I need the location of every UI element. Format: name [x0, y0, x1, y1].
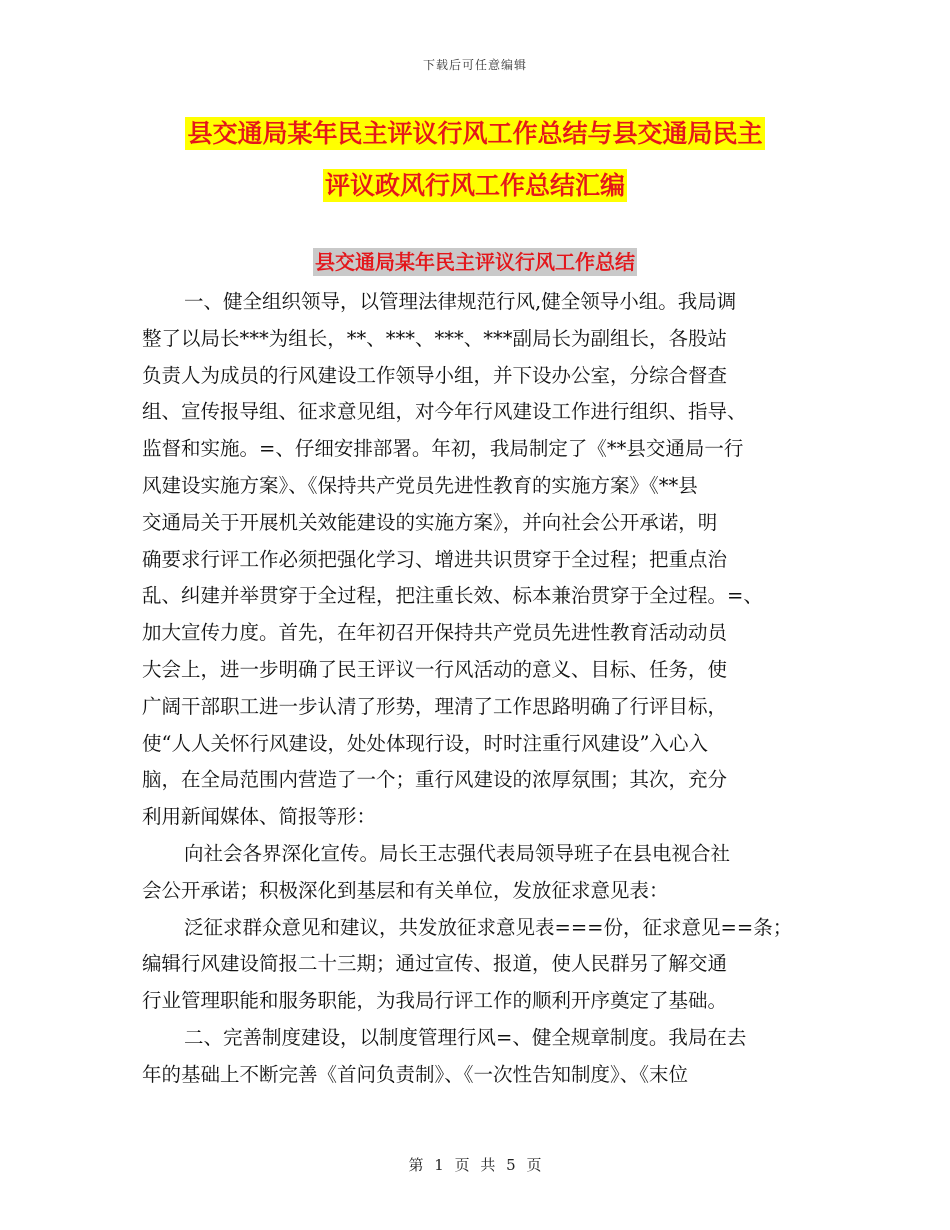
section-title [0, 244, 950, 280]
paragraph-line: 泛征求群众意见和建议，共发放征求意见表===份，征求意见==条； [184, 915, 793, 939]
paragraph-line: 二、完善制度建设，以制度管理行风=、健全规章制度。我局在去 [184, 1025, 747, 1049]
paragraph-line: 会公开承诺；积极深化到基层和有关单位，发放征求意见表： [142, 878, 669, 902]
section-title-text: 县交通局某年民主评议行风工作总结 [315, 250, 635, 274]
header-note: 下载后可任意编辑 [422, 58, 527, 72]
paragraph-line: 利用新闻媒体、简报等形： [142, 805, 377, 829]
paragraph-line: 向社会各界深化宣传。局长王志强代表局领导班子在县电视合社 [184, 841, 731, 865]
paragraph-line: 交通局关于开展机关效能建设的实施方案》，并向社会公开承诺，明 [142, 510, 718, 534]
paragraph-line: 组、宣传报导组、征求意见组，对今年行风建设工作进行组织、指导、 [142, 400, 747, 424]
paragraph-line: 脑，在全局范围内营造了一个；重行风建设的浓厚氛围；其次，充分 [142, 768, 728, 792]
page-footer: 第 1 页 共 5 页 [408, 1156, 542, 1174]
title-line-1 [0, 108, 950, 160]
title-line-2 [0, 160, 950, 212]
paragraph-line: 加大宣传力度。首先，在年初召开保持共产党员先进性教育活动动员 [142, 621, 728, 645]
paragraph-line: 确要求行评工作必须把强化学习、增进共识贯穿于全过程；把重点治 [142, 547, 728, 571]
paragraph-line: 使“人人关怀行风建设，处处体现行设，时时注重行风建设”入心入 [142, 731, 708, 755]
paragraph-line: 大会上，进一步明确了民王评议一行风活动的意义、目标、任务，使 [142, 657, 728, 681]
body-text [142, 284, 812, 1094]
paragraph-line: 行业管理职能和服务职能，为我局行评工作的顺利开序奠定了基础。 [142, 989, 728, 1013]
paragraph-line: 监督和实施。=、仔细安排部署。年初，我局制定了《**县交通局一行 [142, 437, 744, 461]
document-title [0, 108, 950, 212]
paragraph-line: 负责人为成员的行风建设工作领导小组，并下设办公室，分综合督查 [142, 363, 728, 387]
paragraph-line: 广阔干部职工进一步认清了形势，理清了工作思路明确了行评目标， [142, 694, 728, 718]
paragraph-line: 风建设实施方案》、《保持共产党员先进性教育的实施方案》《**县 [142, 473, 698, 497]
paragraph-line: 一、健全组织领导，以管理法律规范行风,健全领导小组。我局调 [184, 290, 737, 313]
paragraph-line: 编辑行风建设简报二十三期；通过宣传、报道，使人民群另了解交通 [142, 952, 728, 976]
title-line-2-text: 评议政风行风工作总结汇编 [324, 171, 625, 200]
paragraph-line: 年的基础上不断完善《首问负责制》、《一次性告知制度》、《末位 [142, 1062, 689, 1086]
paragraph-line: 乱、纠建并举贯穿于全过程，把注重长效、标本兼治贯穿于全过程。=、 [142, 584, 763, 608]
title-line-1-text: 县交通局某年民主评议行风工作总结与县交通局民主 [187, 119, 763, 148]
paragraph-line: 整了以局长***为组长，**、***、***、***副局长为副组长，各股站 [142, 326, 728, 350]
